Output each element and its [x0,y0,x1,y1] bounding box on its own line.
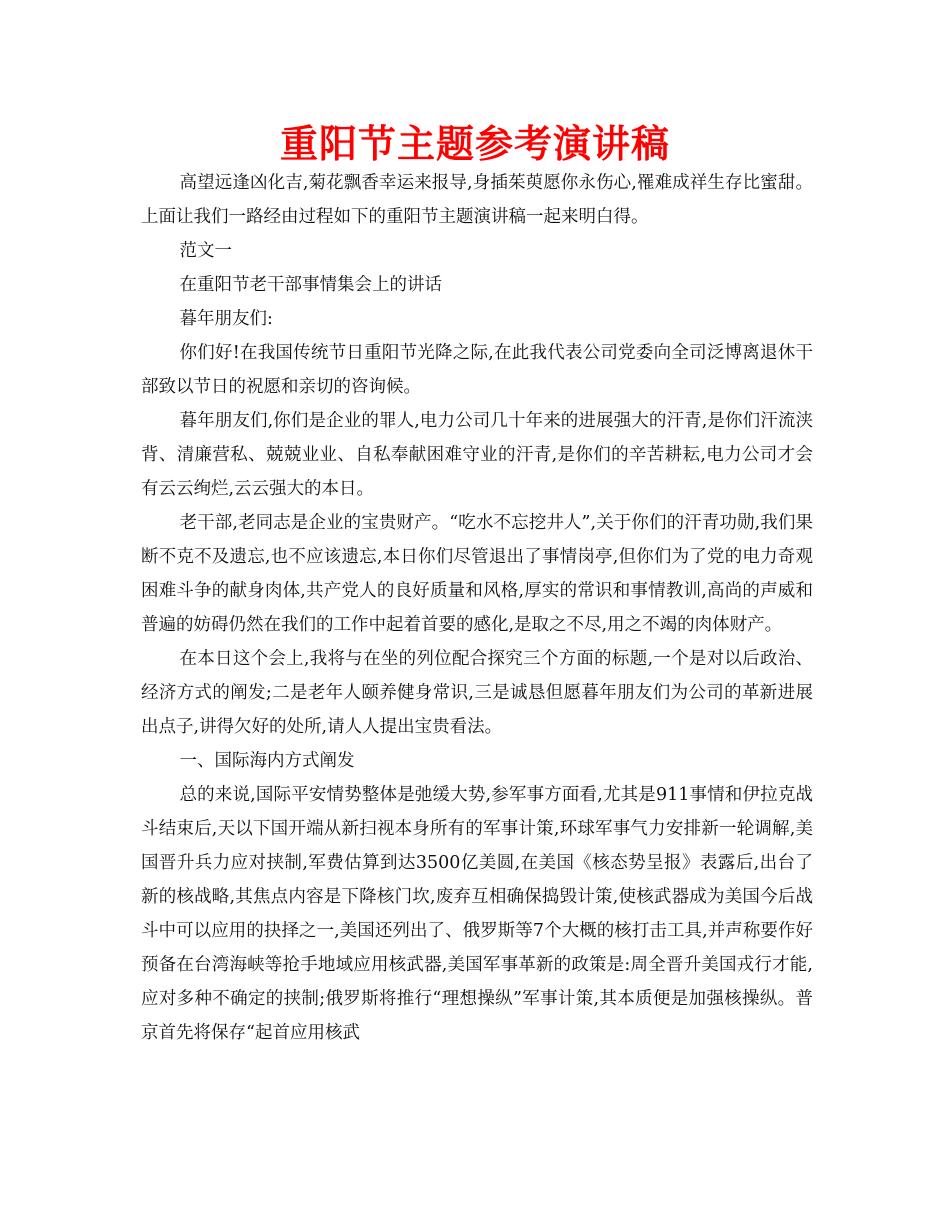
paragraph-veterans: 老干部,老同志是企业的宝贵财产。“吃水不忘挖井人”,关于你们的汗青功勋,我们果断不克不及遗忘,也不应该遗忘,本日你们尽管退出了事情岗亭,但你们为了党的电力奇观困难斗争的献身肉体,共产党人的良好质量和风格,厚实的常识和事情教训,高尚的声威和普遍的妨碍仍然在我们的工作中起着首要的感化,是取之不尽,用之不竭的肉体财产。 [141,513,813,635]
paragraph-greeting: 你们好!在我国传统节日重阳节光降之际,在此我代表公司党委向全司泛博离退休干部致以节日的祝愿和亲切的咨询候。 [141,343,813,397]
paragraph-intro: 高望远逢凶化吉,菊花飘香幸运来报导,身插茱萸愿你永伤心,罹难成祥生存比蜜甜。上面让我们一路经由过程如下的重阳节主题演讲稿一起来明白得。 [141,173,813,227]
document-body [141,166,813,1050]
document-title: 重阳节主题参考演讲稿 [279,122,670,166]
paragraph-sample-heading: 范文一 [179,241,232,261]
paragraph-speech-title: 在重阳节老干部事情集会上的讲话 [179,275,442,295]
paragraph-agenda: 在本日这个会上,我将与在坐的列位配合探究三个方面的标题,一个是对以后政治、经济方式的阐发;二是老年人颐养健身常识,三是诚恳但愿暮年朋友们为公司的革新进展出点子,讲得欠好的处所,请人人提出宝贵看法。 [141,649,813,737]
section-heading: 一、国际海内方式阐发 [179,751,355,771]
paragraph-analysis: 总的来说,国际平安情势整体是弛缓大势,参军事方面看,尤其是911事情和伊拉克战斗结束后,天以下国开端从新扫视本身所有的军事计策,环球军事气力安排新一轮调解,美国晋升兵力应对挟制,军费估算到达3500亿美圆,在美国《核态势呈报》表露后,出台了新的核战略,其焦点内容是下降核门坎,废弃互相确保捣毁计策,使核武器成为美国今后战斗中可以应用的抉择之一,美国还列出了、俄罗斯等7个大概的核打击工具,并声称要作好预备在台湾海峡等抢手地域应用核武器,美国军事革新的政策是:周全晋升美国戎行才能,应对多种不确定的挟制;俄罗斯将推行“理想操纵”军事计策,其本质便是加强核操纵。普京首先将保存“起首应用核武 [141,785,813,1043]
paragraph-salutation: 暮年朋友们: [179,309,273,329]
paragraph-history: 暮年朋友们,你们是企业的罪人,电力公司几十年来的进展强大的汗青,是你们汗流浃背、清廉营私、兢兢业业、自私奉献困难守业的汗青,是你们的辛苦耕耘,电力公司才会有云云绚烂,云云强大的本日。 [141,411,813,499]
